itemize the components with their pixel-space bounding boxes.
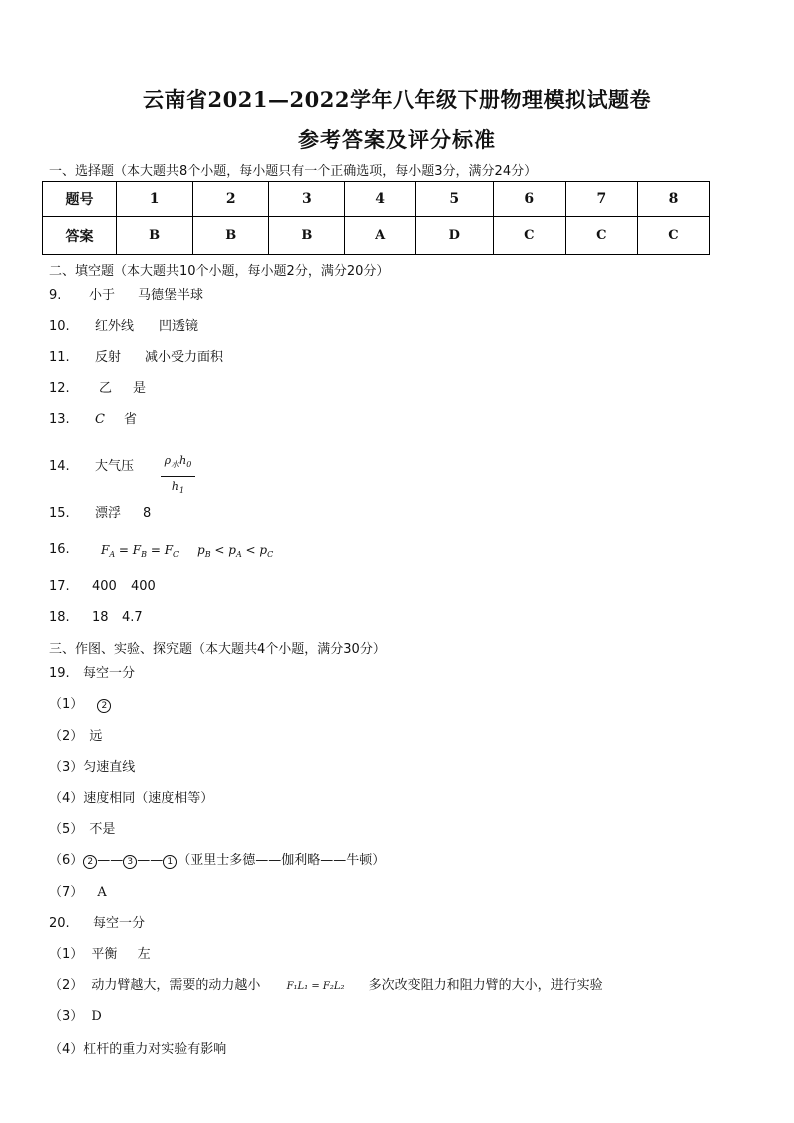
table-cell-answer: B <box>193 217 269 255</box>
answer-blank-1: C <box>95 412 105 427</box>
answer-blank-1: 反射 <box>95 350 122 365</box>
part-label: （4） <box>49 1042 84 1057</box>
part-answer: 远 <box>89 729 103 744</box>
part-answer-2: 左 <box>137 947 151 962</box>
part-label: （6） <box>49 853 84 868</box>
dash: —— <box>97 853 124 868</box>
part-label: （1） <box>49 947 84 962</box>
table-row-numbers <box>43 182 710 217</box>
question-number: 14. <box>49 459 70 474</box>
answer-blank-1: 18 <box>92 610 109 625</box>
circled-number: 2 <box>97 699 111 713</box>
part-answer: （亚里士多德——伽利略——牛顿） <box>177 853 386 868</box>
part-label: （5） <box>49 822 84 837</box>
answer-19-1 <box>49 695 111 715</box>
table-cell-answer: B <box>117 217 193 255</box>
answer-19-7 <box>49 883 107 903</box>
part-answer: 杠杆的重力对实验有影响 <box>83 1042 227 1057</box>
row-label-answer: 答案 <box>43 217 117 255</box>
answer-formula-force: $F_A = F_B = F_C$ <box>101 543 180 559</box>
fraction-numerator: $\rho_水h_0$ <box>161 451 195 477</box>
question-number: 12. <box>49 381 70 396</box>
table-cell-answer: C <box>565 217 637 255</box>
answer-fraction <box>161 451 195 501</box>
table-cell-number: 6 <box>493 182 565 217</box>
answer-table <box>42 181 710 255</box>
table-cell-answer: C <box>637 217 709 255</box>
fraction-denominator: $h_1$ <box>171 480 185 495</box>
part-answer: 匀速直线 <box>83 760 136 775</box>
part-label: （3） <box>49 760 84 775</box>
table-cell-number: 5 <box>415 182 493 217</box>
table-cell-number: 3 <box>269 182 345 217</box>
answer-19-6 <box>49 851 385 871</box>
question-number: 20. <box>49 916 70 931</box>
answer-blank-2: 是 <box>133 381 147 396</box>
question-number: 16. <box>49 542 70 557</box>
answer-blank-2: 400 <box>131 579 156 594</box>
answer-blank-1: 红外线 <box>95 319 135 334</box>
part-answer: 不是 <box>89 822 116 837</box>
section2-heading: 二、填空题（本大题共10个小题，每小题2分，满分20分） <box>49 264 390 279</box>
answer-19-4 <box>49 789 213 809</box>
part-label: （1） <box>49 697 84 712</box>
circled-number: 1 <box>163 855 177 869</box>
answer-blank-1: 400 <box>92 579 117 594</box>
answer-19-5 <box>49 820 115 840</box>
question-number: 18. <box>49 610 70 625</box>
scoring-note: 每空一分 <box>93 916 146 931</box>
answer-19-2 <box>49 727 102 747</box>
answer-20-3 <box>49 1007 102 1027</box>
question-number: 17. <box>49 579 70 594</box>
table-cell-answer: A <box>345 217 415 255</box>
answer-blank-2: 凹透镜 <box>159 319 199 334</box>
part-label: （2） <box>49 978 84 993</box>
answer-blank-1: 漂浮 <box>95 506 122 521</box>
circled-number: 2 <box>83 855 97 869</box>
part-answer-2: 多次改变阻力和阻力臂的大小，进行实验 <box>368 978 603 993</box>
question-number: 11. <box>49 350 70 365</box>
answer-formula-pressure: $p_B < p_A < p_C$ <box>197 543 274 559</box>
part-answer: A <box>97 885 107 900</box>
part-answer: 速度相同（速度相等） <box>83 791 214 806</box>
answer-blank-2: 8 <box>143 506 152 521</box>
question-number: 15. <box>49 506 70 521</box>
table-cell-number: 2 <box>193 182 269 217</box>
circled-number: 3 <box>123 855 137 869</box>
dash: —— <box>137 853 164 868</box>
answer-20-4 <box>49 1040 226 1060</box>
part-label: （2） <box>49 729 84 744</box>
page-subtitle: 参考答案及评分标准 <box>298 127 496 152</box>
part-label: （3） <box>49 1009 84 1024</box>
question-number: 19. <box>49 666 70 681</box>
answer-blank-1: 小于 <box>89 288 116 303</box>
answer-20-2 <box>49 976 603 996</box>
answer-blank-2: 马德堡半球 <box>138 288 204 303</box>
scoring-note: 每空一分 <box>83 666 136 681</box>
table-cell-number: 7 <box>565 182 637 217</box>
answer-blank-2: 省 <box>124 412 138 427</box>
answer-blank-2: 4.7 <box>122 610 143 625</box>
row-label-number: 题号 <box>43 182 117 217</box>
answer-19-3 <box>49 758 135 778</box>
part-answer-1: 动力臂越大，需要的动力越小 <box>91 978 261 993</box>
question-number: 9. <box>49 288 62 303</box>
part-label: （7） <box>49 885 84 900</box>
answer-blank-1: 乙 <box>99 381 113 396</box>
table-cell-number: 1 <box>117 182 193 217</box>
answer-blank-2: 减小受力面积 <box>145 350 224 365</box>
question-number: 13. <box>49 412 70 427</box>
table-cell-answer: B <box>269 217 345 255</box>
table-cell-answer: C <box>493 217 565 255</box>
table-cell-answer: D <box>415 217 493 255</box>
part-answer-1: 平衡 <box>91 947 118 962</box>
answer-blank-1: 大气压 <box>95 459 135 474</box>
table-cell-number: 4 <box>345 182 415 217</box>
table-row-answers <box>43 217 710 255</box>
page-title: 云南省2021—2022学年八年级下册物理模拟试题卷 <box>143 87 651 112</box>
part-answer: D <box>91 1009 102 1024</box>
table-cell-number: 8 <box>637 182 709 217</box>
section1-heading: 一、选择题（本大题共8个小题，每小题只有一个正确选项，每小题3分，满分24分） <box>49 164 538 179</box>
part-formula: F₁L₁ = F₂L₂ <box>286 981 345 992</box>
answer-20-1 <box>49 945 151 965</box>
section3-heading: 三、作图、实验、探究题（本大题共4个小题，满分30分） <box>49 642 386 657</box>
question-number: 10. <box>49 319 70 334</box>
part-label: （4） <box>49 791 84 806</box>
